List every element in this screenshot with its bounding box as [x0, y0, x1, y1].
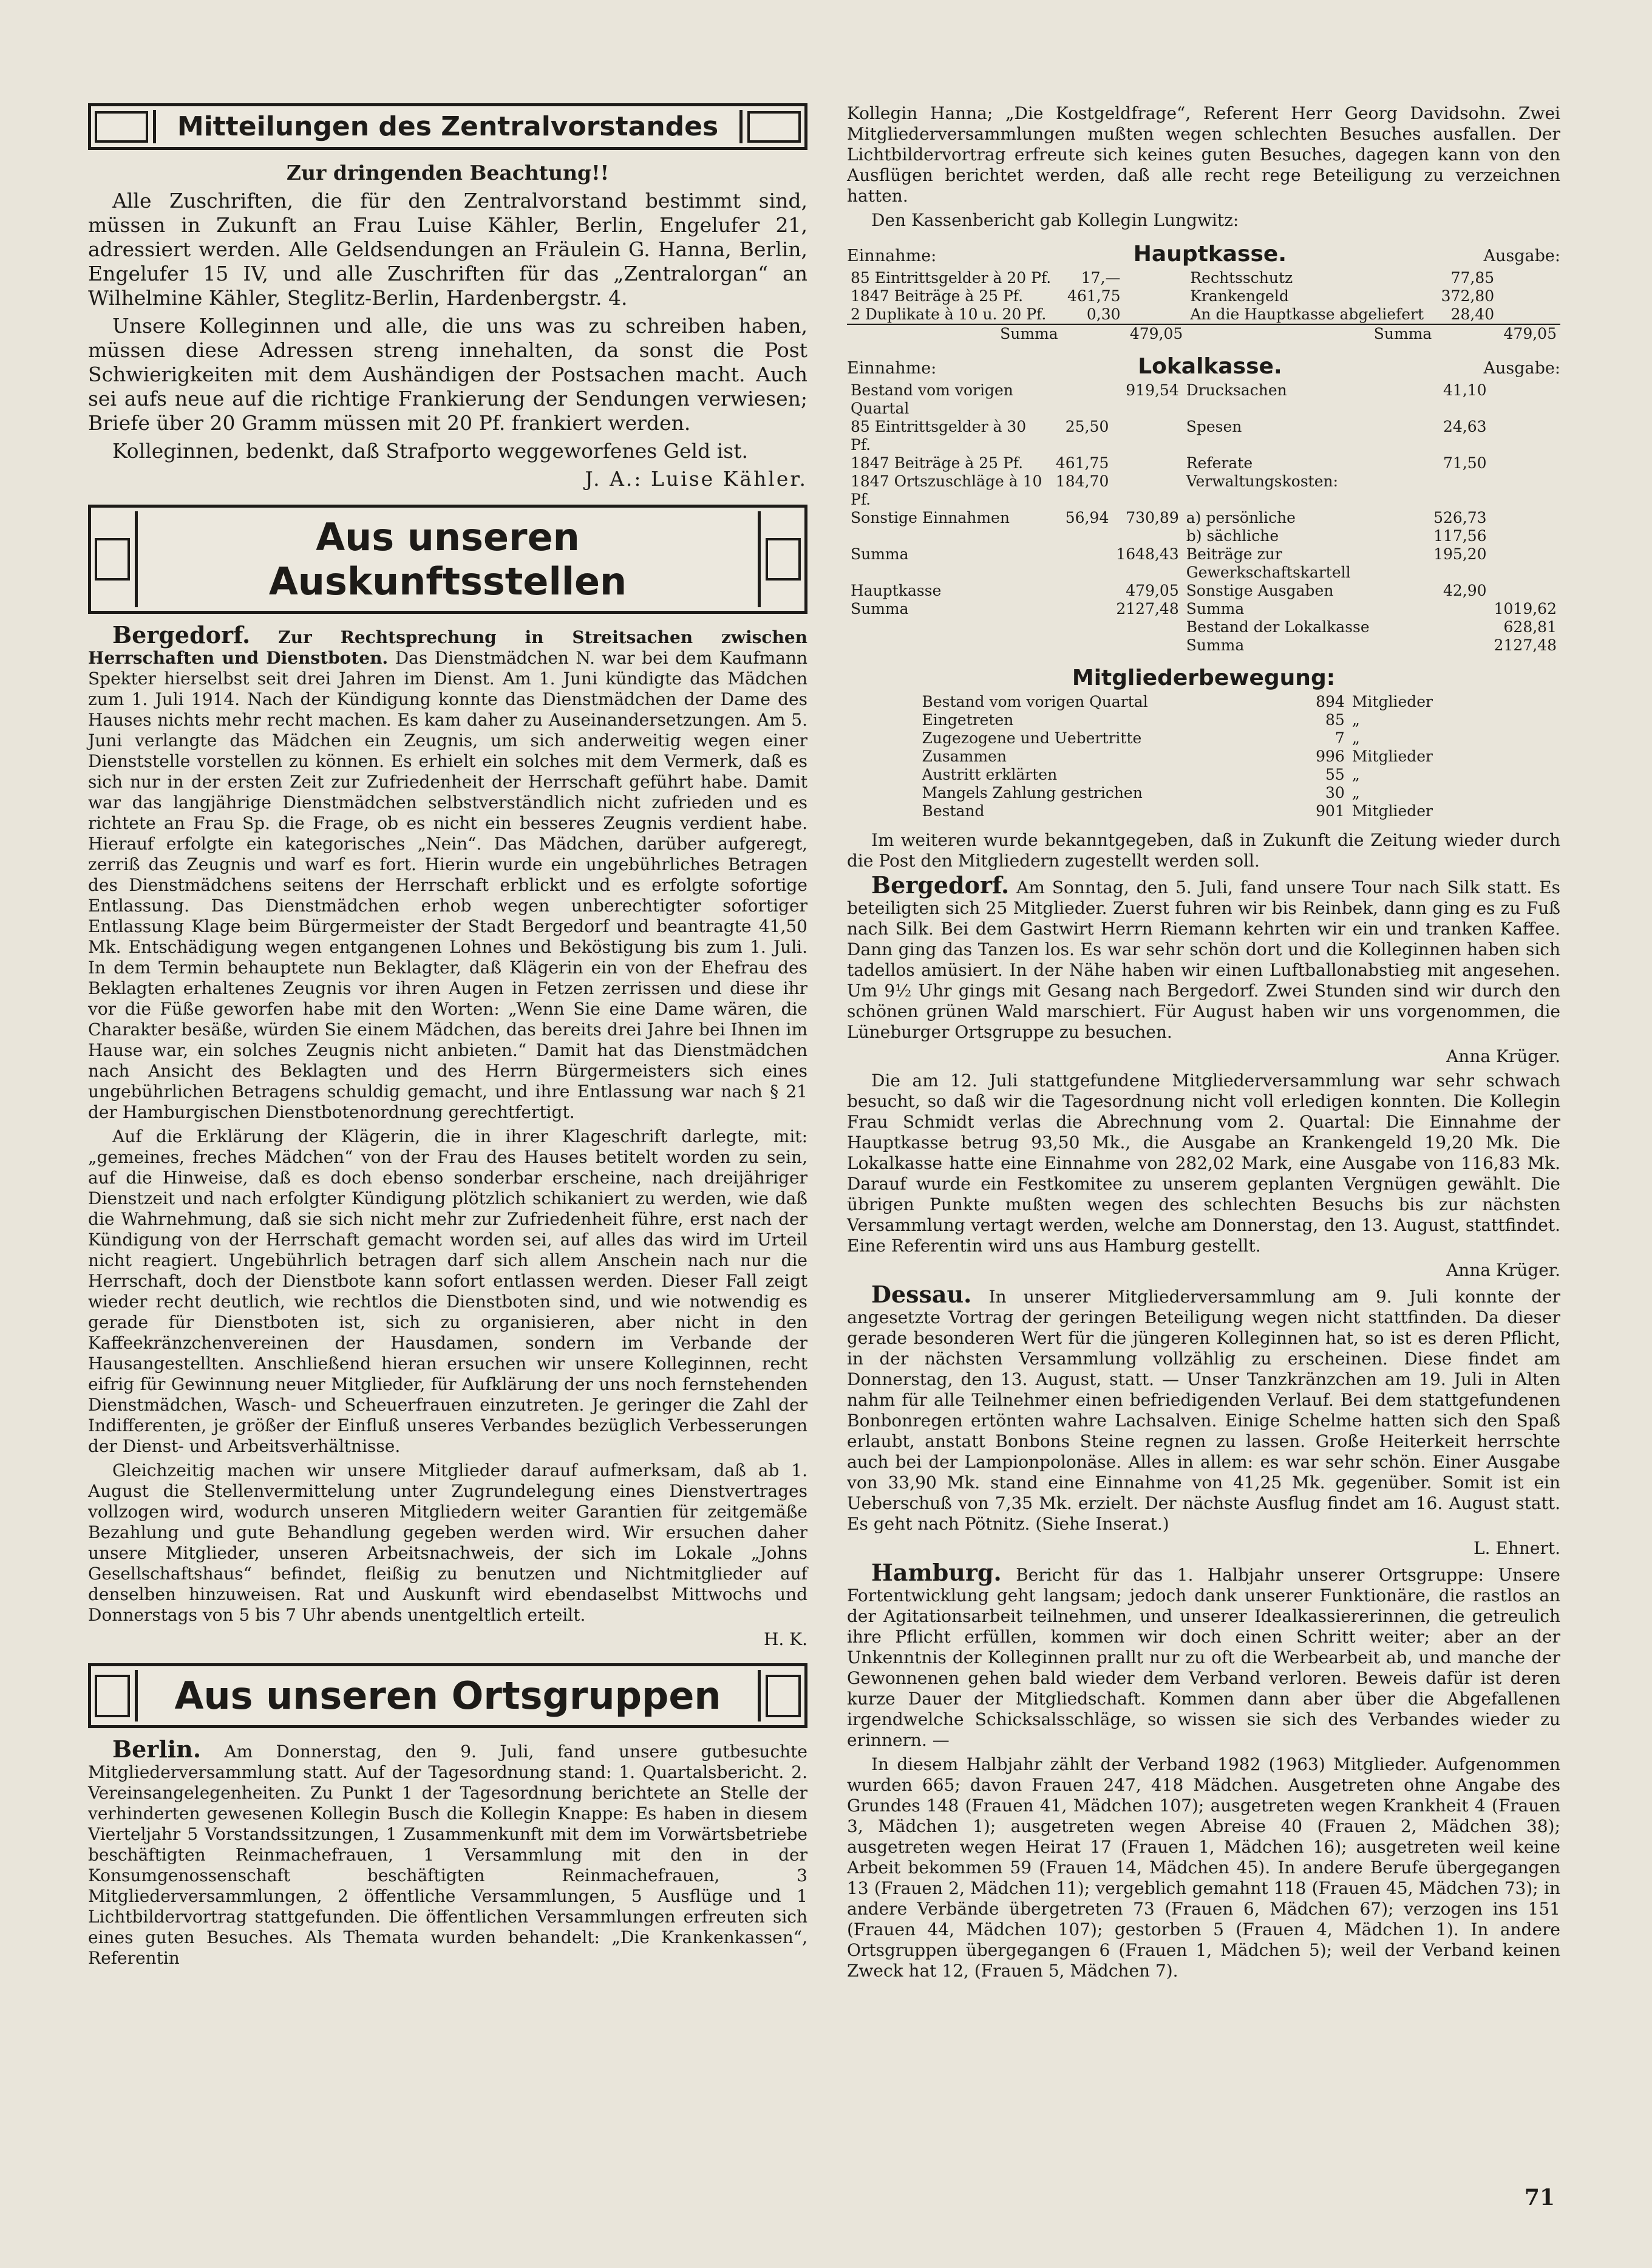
- table-row: [847, 324, 1560, 343]
- table-cell: 85 Eintrittsgelder à 20 Pf.: [851, 269, 1052, 287]
- table-row: [919, 784, 1489, 802]
- hauptkasse-table: [847, 269, 1560, 343]
- paragraph: In diesem Halbjahr zählt der Verband 1982 (1963) Mitglieder. Aufgenommen wurden 665; davon Frauen 247, 418 Mädchen. Ausgetreten ohne Angabe des Grundes 148 (Frauen 41, Mädchen 107); ausgetreten wegen Krankheit 4 (Frauen 3, Mädchen 1); ausgetreten wegen Abreise 40 (Frauen 2, Mädchen 38); ausgetreten wegen Heirat 17 (Frauen 1, Mädchen 16); ausgetreten weil keine Arbeit bekommen 59 (Frauen 14, Mädchen 45). In andere Berufe übergegangen 13 (Frauen 2, Mädchen 11); vergeblich gemahnt 118 (Frauen 45, Mädchen 73); in andere Verbände übergetreten 73 (Frauen 6, Mädchen 67); verzogen ins 151 (Frauen 44, Mädchen 107); gestorben 5 (Frauen 4, Mädchen 1). In andere Ortsgruppen übergegangen 6 (Frauen 1, Mädchen 5); weil der Verband keinen Zweck hat 12, (Frauen 5, Mädchen 7).: [847, 1754, 1560, 1981]
- location-label: Bergedorf.: [871, 871, 1010, 899]
- location-label: Bergedorf.: [112, 621, 251, 649]
- einnahme-label: Einnahme:: [847, 359, 937, 378]
- paragraph: Gleichzeitig machen wir unsere Mitglieder darauf aufmerksam, daß ab 1. August die Stellenvermittelung unter Zugrundelegung eines Dienstvertrages vollzogen wird, wodurch unseren Mitgliedern weiter Garantien für zeitgemäße Bezahlung und gute Behandlung gegeben werden wird. Wir ersuchen daher unsere Mitglieder, unseren Arbeitsnachweis, der sich im Lokale „Johns Gesellschaftshaus“ befindet, fleißig zu benutzen und Nichtmitglieder auf denselben hinzuweisen. Rat und Auskunft wird ebendaselbst Mittwochs und Donnerstags von 5 bis 7 Uhr abends unentgeltlich erteilt.: [88, 1460, 807, 1625]
- table-cell: 730,89: [1126, 509, 1179, 526]
- paragraph: Am Sonntag, den 5. Juli, fand unsere Tour nach Silk statt. Es beteiligten sich 25 Mitglieder. Zuerst fuhren wir bis Reinbek, dann ging es zu Fuß nach Silk. Bei dem Gastwirt Herrn Riemann kehrten wir ein und tranken Kaffee. Dann ging das Tanzen los. Es war sehr schön dort und die Kolleginnen haben sich tadellos amüsiert. In der Nähe haben wir einen Luftballonabstieg mit angesehen. Um 9½ Uhr gings mit Gesang nach Bergedorf. Zwei Stunden sind wir durch den schönen grünen Wald marschiert. Für August haben wir uns vorgenommen, die Lüneburger Ortsgruppe zu besuchen.: [847, 877, 1560, 1042]
- table-cell: Zugezogene und Uebertritte: [922, 729, 1142, 747]
- einnahme-label: Einnahme:: [847, 247, 937, 265]
- signature: L. Ehnert.: [1473, 1538, 1560, 1558]
- table-cell: [1430, 472, 1490, 509]
- table-cell: 2 Duplikate à 10 u. 20 Pf.: [851, 305, 1047, 323]
- table-cell: [1052, 545, 1112, 582]
- table-cell: Summa: [1186, 600, 1245, 618]
- table-cell: 7: [1334, 729, 1345, 747]
- table-cell: [1052, 381, 1112, 418]
- table-title: Hauptkasse.: [1133, 242, 1287, 267]
- subtitle: Zur dringenden Beachtung!!: [286, 161, 610, 185]
- paragraph: Unsere Kolleginnen und alle, die uns was zu schreiben haben, müssen diese Adressen streng innehalten, da sonst die Post Schwierigkeiten mit dem Aushändigen der Postsachen macht. Auch sei aufs neue auf die richtige Frankierung der Sendungen verwiesen; Briefe über 20 Gramm müssen mit 20 Pf. frankiert werden.: [88, 314, 807, 435]
- table-cell: Hauptkasse: [851, 582, 942, 599]
- table-cell: „: [1351, 729, 1360, 747]
- table-cell: [847, 636, 1052, 655]
- table-cell: 1847 Beiträge à 25 Pf.: [851, 454, 1024, 472]
- paragraph: Die am 12. Juli stattgefundene Mitgliederversammlung war sehr schwach besucht, so daß wir die Tagesordnung nicht voll erledigen konnten. Die Kollegin Frau Schmidt verlas die Abrechnung vom 2. Quartal: Die Einnahme der Hauptkasse betrug 93,50 Mk., die Ausgabe an Krankengeld 19,20 Mk. Die Lokalkasse hatte eine Einnahme von 282,02 Mark, eine Ausgabe von 116,83 Mk. Darauf wurde ein Festkomitee zu unserem geplanten Vergnügen gewählt. Die übrigen Punkte mußten wegen des schlechten Besuchs bis zur nächsten Versammlung vertagt werden, welche am Donnerstag, den 13. August, stattfindet. Eine Referentin wird uns aus Hamburg gestellt.: [847, 1071, 1560, 1256]
- heading-auskunft: [88, 505, 807, 614]
- signature: Anna Krüger.: [1446, 1046, 1560, 1066]
- table-cell: Mangels Zahlung gestrichen: [922, 784, 1143, 802]
- table-cell: [1491, 381, 1560, 418]
- table-cell: Verwaltungskosten:: [1186, 472, 1339, 490]
- location-label: Berlin.: [112, 1735, 202, 1763]
- table-cell: [1112, 527, 1182, 545]
- table-cell: „: [1351, 711, 1360, 729]
- table-cell: An die Hauptkasse abgeliefert: [1190, 305, 1424, 323]
- table-cell: [1430, 618, 1490, 636]
- table-row: [847, 545, 1560, 582]
- table-cell: 55: [1325, 766, 1345, 783]
- table-cell: [1124, 269, 1187, 287]
- signature: H. K.: [763, 1629, 807, 1649]
- table-cell: Mitglieder: [1351, 693, 1433, 710]
- heading-zentralvorstand: [88, 103, 807, 150]
- table-row: [919, 729, 1489, 747]
- left-column: [88, 103, 807, 1972]
- hauptkasse-header: [847, 242, 1560, 267]
- table-row: [847, 418, 1560, 454]
- table-cell: 919,54: [1126, 381, 1179, 399]
- paragraph: Alle Zuschriften, die für den Zentralvorstand bestimmt sind, müssen in Zukunft an Frau Luise Kähler, Berlin, Engelufer 21, adressiert werden. Alle Geldsendungen an Fräulein G. Hanna, Berlin, Engelufer 15 IV, und alle Zuschriften für das „Zentralorgan“ an Wilhelmine Kähler, Steglitz-Berlin, Hardenbergstr. 4.: [88, 189, 807, 310]
- mitglieder-table: [919, 693, 1489, 820]
- table-cell: Austritt erklärten: [922, 766, 1058, 783]
- table-cell: Bestand vom vorigen Quartal: [922, 693, 1148, 710]
- table-cell: [1491, 527, 1560, 545]
- table-cell: Beiträge zur Gewerkschaftskartell: [1186, 545, 1351, 581]
- table-cell: Bestand der Lokalkasse: [1186, 618, 1370, 636]
- summa-left: 479,05: [1124, 324, 1187, 343]
- table-cell: [1430, 636, 1490, 655]
- table-row: [847, 527, 1560, 545]
- table-row: [919, 747, 1489, 766]
- table-row: [847, 454, 1560, 472]
- heading-ortsgruppen: [88, 1663, 807, 1728]
- table-cell: Summa: [851, 600, 909, 618]
- table-row: [847, 269, 1560, 287]
- table-cell: 901: [1316, 802, 1345, 820]
- paragraph: Im weiteren wurde bekanntgegeben, daß in Zukunft die Zeitung wieder durch die Post den Mitgliedern zugestellt werden soll.: [847, 830, 1560, 871]
- table-cell: [847, 618, 1052, 636]
- table-cell: 117,56: [1433, 527, 1487, 545]
- heading-title: Mitteilungen des Zentralvorstandes: [153, 110, 743, 143]
- ausgabe-label: Ausgabe:: [1483, 247, 1560, 265]
- summa-right: 479,05: [1498, 324, 1560, 343]
- table-row: [847, 287, 1560, 305]
- summa-label: Summa: [847, 324, 1062, 343]
- paragraph: Auf die Erklärung der Klägerin, die in ihrer Klageschrift darlegte, mit: „gemeines, freches Mädchen“ von der Frau des Hauses betitelt worden zu sein, auf die Hinweise, daß es doch ebenso sonderbar erscheine, nach dreijähriger Dienstzeit und nach erfolgter Kündigung plötzlich schikaniert zu werden, wie daß die Wahrnehmung, daß sie sich nicht mehr zur Zufriedenheit führe, erst nach der Kündigung von der Herrschaft gemacht worden sei, auf alles das wird im Urteil nicht reagiert. Ungebührlich betragen darf sich allem Anschein nach nur die Herrschaft, doch der Dienstbote kann sofort entlassen werden. Dieser Fall zeigt wieder recht deutlich, wie rechtlos die Dienstboten sind, und wie notwendig es gerade für Dienstboten ist, sich zu organisieren, aber nicht in den Kaffeekränzchenvereinen der Hausdamen, sondern im Verbande der Hausangestellten. Anschließend hieran ersuchen wir unsere Kolleginnen, recht eifrig für Gewinnung neuer Mitglieder, für Aufklärung der uns noch fernstehenden Dienstmädchen, Wasch- und Scheuerfrauen einzutreten. Je geringer die Zahl der Indifferenten, je größer der Einfluß unseres Verbandes bezüglich Verbesserungen der Dienst- und Arbeitsverhältnisse.: [88, 1126, 807, 1456]
- signature: Anna Krüger.: [1446, 1260, 1560, 1280]
- table-cell: 461,75: [1055, 454, 1109, 472]
- table-cell: [1112, 418, 1182, 454]
- table-cell: „: [1351, 766, 1360, 783]
- paragraph: Das Dienstmädchen N. war bei dem Kaufmann Spekter hierselbst seit drei Jahren im Dienst. Am 1. Juni kündigte das Mädchen zum 1. Juli 1914. Nach der Kündigung konnte das Dienstmädchen der Dame des Hauses nichts mehr recht machen. Es kam daher zu Auseinandersetzungen. Am 5. Juni verlangte das Mädchen ein Zeugnis, um sich anderweitig wegen einer Dienststelle vorstellen zu können. Es erhielt ein solches mit dem Vermerk, daß es sich nur in der ersten Zeit zur Zufriedenheit der Herrschaft geführt habe. Damit war das langjährige Dienstmädchen selbstverständlich nicht zufrieden und es richtete an Frau Sp. die Frage, ob es nicht ein besseres Zeugnis verdient habe. Hierauf erfolgte ein kategorisches „Nein“. Das Mädchen, darüber aufgeregt, zerriß das Zeugnis und warf es fort. Hierin wurde ein ungebührliches Betragen des Dienstmädchens seitens der Herrschaft erblickt und es erfolgte sofortige Entlassung. Das Dienstmädchen erhob wegen unberechtigter sofortiger Entlassung Klage beim Bürgermeister der Stadt Bergedorf und beantragte 41,50 Mk. Entschädigung wegen entgangenen Lohnes und Beköstigung bis zum 1. Juli. In dem Termin behauptete nun Beklagter, daß Klägerin ein von der Ehefrau des Beklagten erhaltenes Zeugnis vor ihren Augen in Fetzen zerrissen und diese ihr vor die Füße geworfen habe mit den Worten: „Wenn Sie eine Dame wären, die Charakter besäße, würden Sie einem Mädchen, das bereits drei Jahre bei Ihnen im Hause war, ein solches Zeugnis nicht anbieten.“ Damit hat das Dienstmädchen nach Ansicht des Beklagten und des Herrn Bürgermeisters sich eines ungebührlichen Betragens schuldig gemacht, und ihre Entlassung war nach § 21 der Hamburgischen Dienstbotenordnung gerechtfertigt.: [88, 648, 807, 1122]
- heading-title: Aus unseren Auskunftsstellen: [135, 511, 761, 607]
- table-cell: 1847 Beiträge à 25 Pf.: [851, 287, 1024, 305]
- table-row: [919, 693, 1489, 711]
- table-row: [847, 509, 1560, 527]
- lokalkasse-table: [847, 381, 1560, 655]
- table-cell: 85 Eintrittsgelder à 30 Pf.: [851, 418, 1027, 454]
- table-cell: 1847 Ortszuschläge à 10 Pf.: [851, 472, 1042, 508]
- table-cell: 28,40: [1450, 305, 1495, 323]
- summa-label: Summa: [1186, 324, 1435, 343]
- table-row: [847, 305, 1560, 324]
- table-cell: 184,70: [1055, 472, 1109, 490]
- table-row: [847, 582, 1560, 600]
- heading-box-right: [747, 111, 801, 143]
- paragraph: Am Donnerstag, den 9. Juli, fand unsere gutbesuchte Mitgliederversammlung statt. Auf der Tagesordnung stand: 1. Quartalsbericht. 2. Vereinsangelegenheiten. Zu Punkt 1 der Tagesordnung berichtete an Stelle der verhinderten gewesenen Kollegin Busch die Kollegin Knappe: Es haben in diesem Vierteljahr 5 Vorstandssitzungen, 1 Zusammenkunft mit dem im Vorwärtsbetriebe beschäftigten Reinmachefrauen, 1 Versammlung mit den in der Konsumgenossenschaft beschäftigten Reinmachefrauen, 3 Mitgliederversammlungen, 2 öffentliche Versammlungen, 5 Ausflüge und 1 Lichtbildervortrag stattgefunden. Die öffentlichen Versammlungen erfreuten sich eines guten Besuches. Als Themata wurden behandelt: „Die Krankenkassen“, Referentin: [88, 1742, 808, 1968]
- lokalkasse-header: [847, 354, 1560, 379]
- table-cell: Referate: [1186, 454, 1253, 472]
- table-title: Mitgliederbewegung:: [1072, 666, 1336, 690]
- table-cell: a) persönliche: [1186, 509, 1296, 526]
- table-cell: Rechtsschutz: [1190, 269, 1293, 287]
- table-cell: „: [1351, 784, 1360, 802]
- table-cell: 85: [1325, 711, 1345, 729]
- table-cell: Bestand vom vorigen Quartal: [851, 381, 1013, 417]
- table-cell: [1430, 600, 1490, 618]
- location-label: Dessau.: [871, 1281, 972, 1308]
- table-cell: b) sächliche: [1186, 527, 1279, 545]
- paragraph: Bericht für das 1. Halbjahr unserer Ortsgruppe: Unsere Fortentwicklung geht langsam; jedoch dank unserer Funktionäre, die rastlos an der Agitationsarbeit teilnehmen, und unserer Idealkassiererinnen, die getreulich ihre Pflicht erfüllen, kommen wir doch einen Schritt weiter; aber an der Unkenntnis der Kolleginnen prallt nur zu oft die Werbearbeit ab, und manche der Gewonnenen gehen bald wieder dem Verband verloren. Beweis dafür ist deren kurze Dauer der Mitgliedschaft. Kommen dann aber über die Abgefallenen irgendwelche Schicksalsschläge, so wissen sie sich des Verbandes wieder zu erinnern. —: [847, 1565, 1560, 1750]
- ausgabe-label: Ausgabe:: [1483, 359, 1560, 378]
- table-cell: 0,30: [1086, 305, 1121, 323]
- table-cell: 526,73: [1433, 509, 1487, 526]
- page-number: 71: [1524, 2185, 1555, 2210]
- table-row: [847, 600, 1560, 618]
- right-column: [847, 103, 1560, 1985]
- table-cell: [1491, 418, 1560, 454]
- heading-box-left: [95, 1675, 130, 1717]
- table-cell: 2127,48: [1116, 600, 1179, 618]
- table-cell: [1491, 509, 1560, 527]
- heading-box-right: [766, 538, 801, 581]
- table-cell: [1491, 454, 1560, 472]
- table-cell: Drucksachen: [1186, 381, 1287, 399]
- table-cell: [1112, 618, 1182, 636]
- table-cell: [1491, 545, 1560, 582]
- table-cell: 30: [1325, 784, 1345, 802]
- heading-title: Aus unseren Ortsgruppen: [135, 1670, 761, 1721]
- table-cell: 17,—: [1081, 269, 1121, 287]
- table-cell: [1491, 472, 1560, 509]
- table-cell: 24,63: [1443, 418, 1487, 435]
- table-cell: 479,05: [1126, 582, 1179, 599]
- paragraph: Kolleginnen, bedenkt, daß Strafporto weggeworfenes Geld ist.: [112, 439, 748, 463]
- table-title: Lokalkasse.: [1138, 354, 1282, 379]
- heading-box-right: [766, 1675, 801, 1717]
- table-cell: [847, 527, 1052, 545]
- table-row: [847, 618, 1560, 636]
- table-cell: Mitglieder: [1351, 747, 1433, 765]
- table-cell: [1052, 618, 1112, 636]
- table-cell: Bestand: [922, 802, 985, 820]
- signature: J. A.: Luise Kähler.: [585, 467, 807, 491]
- table-cell: 71,50: [1443, 454, 1487, 472]
- table-cell: Eingetreten: [922, 711, 1014, 729]
- table-cell: Zusammen: [922, 747, 1007, 765]
- table-cell: 894: [1316, 693, 1345, 710]
- table-row: [919, 766, 1489, 784]
- mitglieder-header: [847, 666, 1560, 690]
- table-cell: Sonstige Ausgaben: [1186, 582, 1334, 599]
- table-cell: 2127,48: [1494, 636, 1557, 654]
- table-cell: 41,10: [1443, 381, 1487, 399]
- table-cell: [1498, 305, 1560, 324]
- table-cell: Summa: [851, 545, 909, 563]
- lead-text: Zur Rechtsprechung in Streitsachen zwischen Herrschaften und Dienstboten.: [88, 627, 807, 668]
- table-cell: 25,50: [1065, 418, 1109, 435]
- table-cell: [1491, 582, 1560, 600]
- table-cell: Mitglieder: [1351, 802, 1433, 820]
- table-cell: 461,75: [1067, 287, 1121, 305]
- paragraph: Den Kassenbericht gab Kollegin Lungwitz:: [871, 210, 1239, 230]
- table-row: [919, 802, 1489, 820]
- paragraph: In unserer Mitgliederversammlung am 9. Juli konnte der angesetzte Vortrag der geringen Beteiligung wegen nicht stattfinden. Da dieser gerade besonderen Wert für die jüngeren Kolleginnen hat, so ist es deren Pflicht, in der nächsten Versammlung vollzählig zu erscheinen. Diese findet am Donnerstag, den 13. August, statt. — Unser Tanzkränzchen am 19. Juli in Alten nahm für alle Teilnehmer einen befriedigenden Verlauf. Bei dem stattgefundenen Bonbonregen ertönten wahre Lachsalven. Einige Schelme hatten sich den Spaß erlaubt, anstatt Bonbons Steine regnen zu lassen. Große Heiterkeit herrschte auch bei der Lampionpolonäse. Alles in allem: es war sehr schön. Einer Ausgabe von 33,90 Mk. stand eine Einnahme von 41,25 Mk. gegenüber. Somit ist ein Ueberschuß von 7,35 Mk. erzielt. Der nächste Ausflug findet am 16. August statt. Es geht nach Pötnitz. (Siehe Inserat.): [847, 1287, 1560, 1534]
- table-cell: 77,85: [1450, 269, 1495, 287]
- table-cell: 996: [1316, 747, 1345, 765]
- table-row: [847, 381, 1560, 418]
- table-cell: [1052, 600, 1112, 618]
- table-cell: [1052, 527, 1112, 545]
- table-cell: [1124, 305, 1187, 324]
- table-cell: [1498, 269, 1560, 287]
- table-cell: 372,80: [1441, 287, 1495, 305]
- heading-box-left: [95, 111, 148, 143]
- table-cell: 195,20: [1433, 545, 1487, 563]
- table-row: [847, 636, 1560, 655]
- table-cell: 56,94: [1065, 509, 1109, 526]
- table-cell: 628,81: [1503, 618, 1557, 636]
- table-cell: [1052, 582, 1112, 600]
- table-cell: [1112, 636, 1182, 655]
- table-cell: Summa: [1186, 636, 1245, 654]
- table-cell: [1052, 636, 1112, 655]
- table-cell: 1648,43: [1116, 545, 1179, 563]
- table-cell: [1124, 287, 1187, 305]
- table-cell: [1498, 287, 1560, 305]
- table-cell: 1019,62: [1494, 600, 1557, 618]
- paragraph: Kollegin Hanna; „Die Kostgeldfrage“, Referent Herr Georg Davidsohn. Zwei Mitgliederversammlungen mußten wegen schlechten Besuches ausfallen. Der Lichtbildervortrag erfreute sich keines guten Besuches, dagegen kann von den Ausflügen berichtet werden, daß alle recht rege Beteiligung zu verzeichnen hatten.: [847, 103, 1560, 206]
- table-cell: Krankengeld: [1190, 287, 1289, 305]
- table-row: [919, 711, 1489, 729]
- table-cell: 42,90: [1443, 582, 1487, 599]
- table-row: [847, 472, 1560, 509]
- table-cell: [1112, 454, 1182, 472]
- table-cell: Sonstige Einnahmen: [851, 509, 1010, 526]
- table-cell: [1112, 472, 1182, 509]
- heading-box-left: [95, 538, 130, 581]
- table-cell: Spesen: [1186, 418, 1242, 435]
- location-label: Hamburg.: [871, 1559, 1002, 1586]
